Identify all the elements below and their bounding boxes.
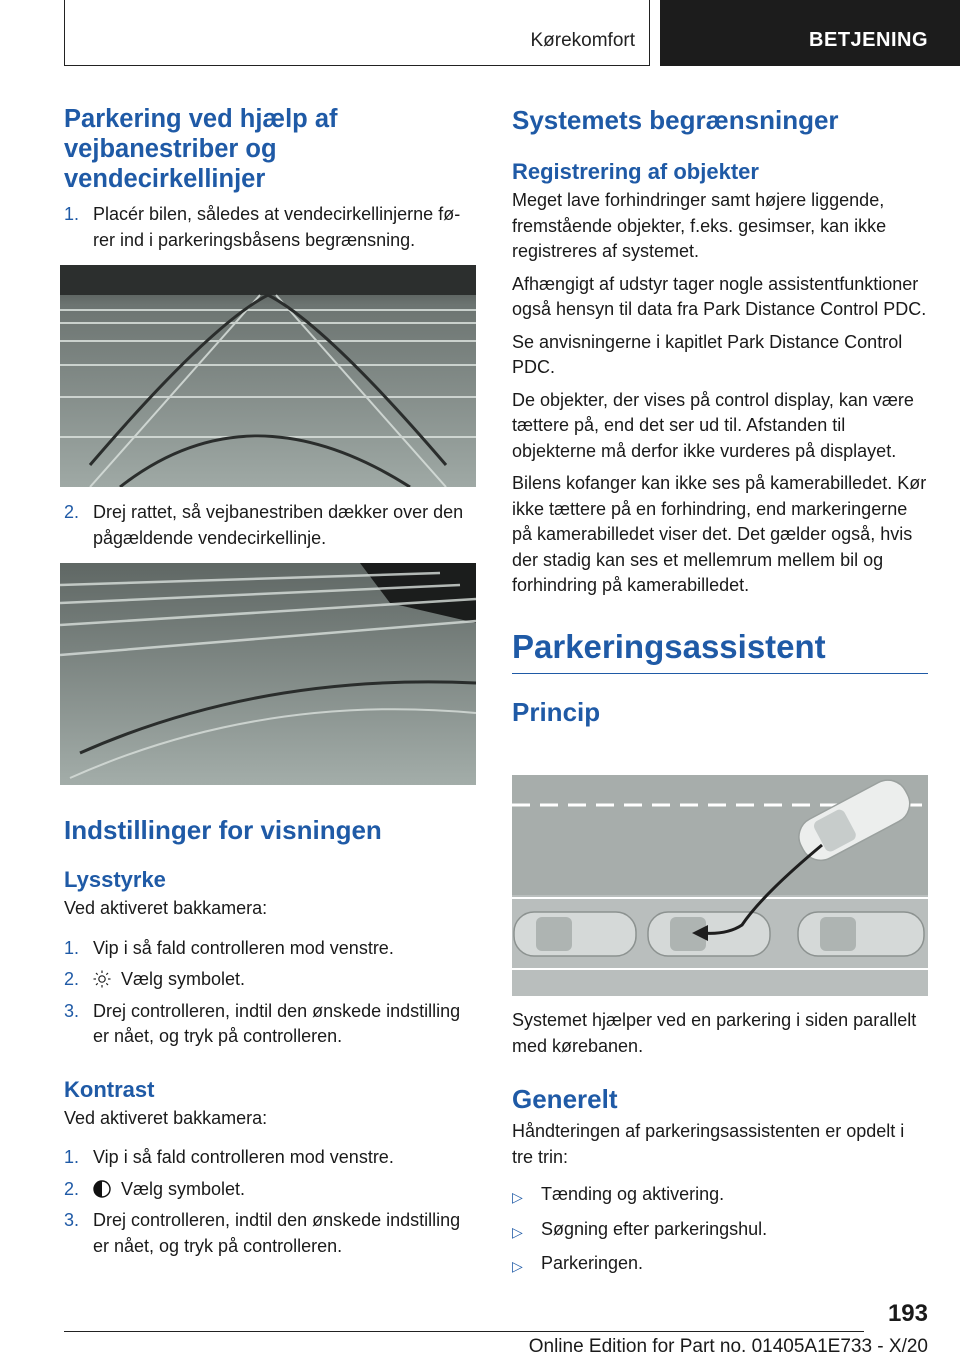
step-number: 3. bbox=[64, 1000, 80, 1021]
heading-general: Generelt bbox=[512, 1084, 618, 1114]
contrast-icon bbox=[93, 1177, 121, 1203]
list-item bbox=[64, 1177, 476, 1203]
footer-rule bbox=[64, 1331, 864, 1332]
bullet-triangle-icon: ▷ bbox=[512, 1189, 523, 1205]
subheading-contrast: Kontrast bbox=[64, 1076, 155, 1102]
paragraph: Se anvisningerne i kapitlet Park Distance Control PDC. bbox=[512, 331, 903, 377]
step-text: Drej controlleren, indtil den ønskede indstilling er nået, og tryk på controlleren. bbox=[93, 1000, 461, 1046]
brightness-intro: Ved aktiveret bakkamera: bbox=[64, 898, 268, 918]
heading-display-settings: Indstillinger for visningen bbox=[64, 815, 382, 845]
chapter-title: Parkeringsassistent bbox=[512, 627, 826, 665]
general-intro: Håndteringen af parkeringsassistenten er opdelt i tre trin: bbox=[512, 1121, 905, 1167]
list-item bbox=[64, 1145, 476, 1171]
bullet-text: Parkeringen. bbox=[541, 1253, 644, 1273]
list-item bbox=[512, 1217, 928, 1246]
step-text: Vælg symbolet. bbox=[121, 1178, 246, 1199]
step-number: 1. bbox=[64, 1147, 80, 1167]
header-section-box bbox=[64, 0, 650, 66]
heading-parking-lines: Parkering ved hjælp af vejbanestriber og vendecirkellinjer bbox=[64, 105, 338, 193]
list-item bbox=[64, 936, 476, 962]
paragraph: De objekter, der vises på control display, kan være tættere på, end det ser ud til. Afstanden til objekterne må derfor ikke vurderes på displayet. bbox=[512, 389, 914, 461]
bullet-text: Tænding og aktivering. bbox=[541, 1184, 725, 1204]
header-chapter-box bbox=[660, 0, 960, 66]
step-number: 1. bbox=[64, 937, 80, 958]
bullet-text: Søgning efter parkeringshul. bbox=[541, 1218, 768, 1239]
step-number: 1. bbox=[64, 204, 80, 224]
step-number: 3. bbox=[64, 1210, 80, 1230]
step-text: Vælg symbolet. bbox=[121, 969, 246, 989]
subheading-brightness: Lysstyrke bbox=[64, 867, 166, 892]
list-item bbox=[64, 202, 476, 253]
list-item bbox=[64, 500, 476, 551]
principle-section bbox=[512, 1008, 928, 1280]
contrast-intro: Ved aktiveret bakkamera: bbox=[64, 1107, 268, 1128]
paragraph: Afhængigt af udstyr tager nogle assistentfunktioner også hensyn til data fra Park Distance Control PDC. bbox=[512, 273, 927, 319]
right-column bbox=[512, 104, 928, 728]
display-settings-section bbox=[64, 814, 476, 1259]
list-item bbox=[512, 1251, 928, 1280]
page-number: 193 bbox=[887, 1300, 928, 1327]
subheading-object-detection: Registrering af objekter bbox=[512, 159, 759, 184]
left-column-step2 bbox=[64, 500, 476, 551]
header-chapter-title: BETJENING bbox=[809, 29, 928, 51]
step-text: Drej controlleren, indtil den ønskede indstilling er nået, og tryk på controlleren. bbox=[93, 1210, 461, 1256]
bullet-triangle-icon: ▷ bbox=[512, 1258, 523, 1274]
bullet-triangle-icon: ▷ bbox=[512, 1223, 523, 1240]
step-text: Vip i så fald controlleren mod venstre. bbox=[93, 1147, 394, 1167]
step-text: Placér bilen, således at vendecirkellinjerne fører ind i parkeringsbåsens begrænsning. bbox=[93, 204, 461, 250]
parking-principle-illustration bbox=[512, 775, 928, 996]
principle-caption: Systemet hjælper ved en parkering i siden parallelt med kørebanen. bbox=[512, 1010, 917, 1056]
camera-image-lines bbox=[60, 265, 476, 487]
step-text: Drej rattet, så vejbanestriben dækker over den pågældende vendecirkellinje. bbox=[93, 502, 464, 548]
footer-edition: Online Edition for Part no. 01405A1E733 - X/20 bbox=[528, 1336, 928, 1357]
heading-system-limits: Systemets begrænsninger bbox=[512, 105, 839, 135]
left-column bbox=[64, 104, 476, 253]
paragraph: Meget lave forhindringer samt højere liggende, fremstående objekter, f.eks. gesimser, kan ikke registreres af systemet. bbox=[512, 190, 887, 261]
step-number: 2. bbox=[64, 969, 80, 989]
list-item bbox=[64, 967, 476, 993]
header-section-title: Kørekomfort bbox=[530, 30, 635, 51]
sun-icon bbox=[93, 967, 121, 993]
camera-image-turning-circle bbox=[60, 563, 476, 785]
step-text: Vip i så fald controlleren mod venstre. bbox=[93, 937, 394, 958]
list-item bbox=[64, 999, 476, 1050]
heading-principle: Princip bbox=[512, 697, 601, 727]
step-number: 2. bbox=[64, 502, 80, 522]
paragraph: Bilens kofanger kan ikke ses på kamerabilledet. Kør ikke tættere på en forhindring, end markeringerne på kamerabilledet viser det. Det gælder også, hvis der stadig kan ses et mellemrum mellem bil og forhindring på kamerabilledet. bbox=[512, 473, 927, 595]
list-item bbox=[512, 1182, 928, 1211]
step-number: 2. bbox=[64, 1178, 80, 1199]
list-item bbox=[64, 1208, 476, 1259]
